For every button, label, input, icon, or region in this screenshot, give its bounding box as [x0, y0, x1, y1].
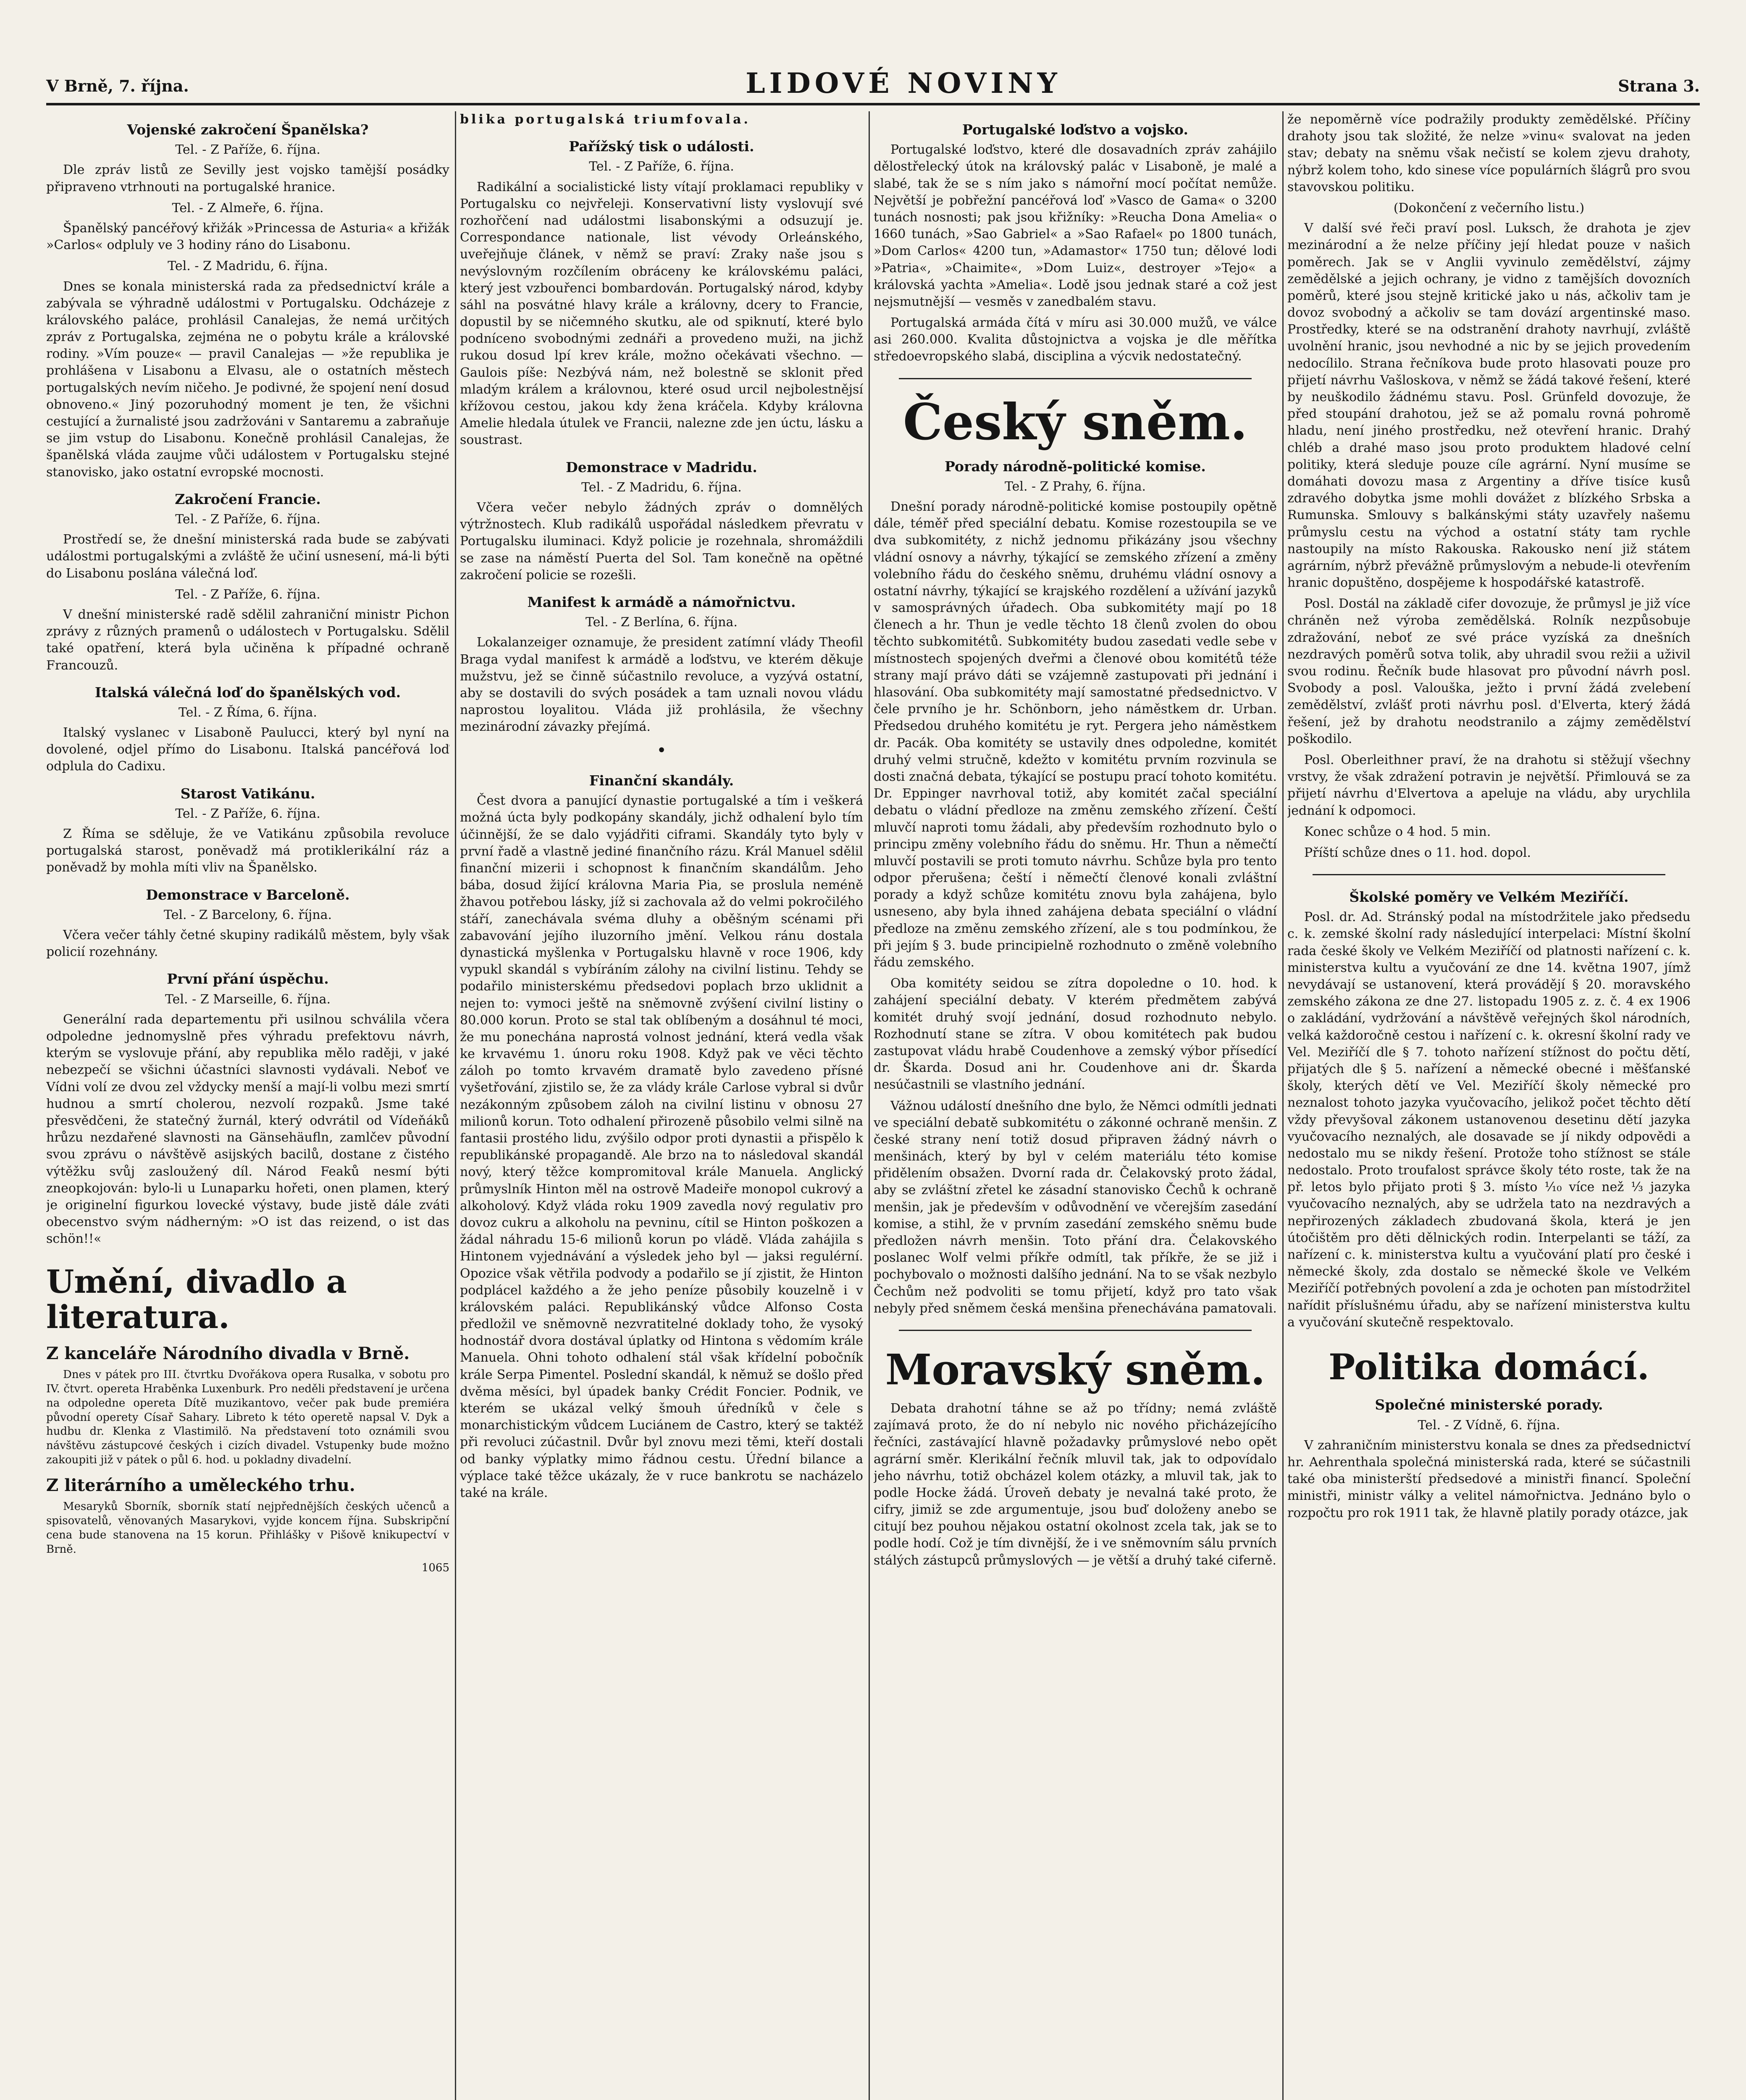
article-title-wish: První přání úspěchu. — [167, 971, 329, 987]
dateline: Tel. - Z Paříže, 6. října. — [175, 806, 320, 821]
article-title-france: Zakročení Francie. — [175, 491, 321, 507]
dateline: Tel. - Z Madridu, 6. října. — [168, 259, 328, 274]
article-text: Debata drahotní táhne se až po třídny; nemá zvláště zajímavá proto, že do ní nebylo nic nového přicházejícího řečníci, zastávající hlavně požadavky průmyslové nebo opět agrární směr. Klerikální řečník mluvil tak, jak to odpovídalo jeho návrhu, totiž obcházel kolem otázky, a mluvil tak, jak to podle Hocke žádá. Úroveň debaty je nevalná také proto, že cifry, jimiž se zde argumentuje, jsou buď doloženy anebo se citují bez pouhou nějakou ostatní okolnost zcela tak, jak se to podle hodí. Což je tím divnější, že i ve sněmovním sálu prvních stálých zástupců průmyslových — je větší a druhý také ciferně. — [874, 1401, 1277, 1568]
article-code: 1065 — [421, 1561, 449, 1574]
article-text: Z Říma se sděluje, že ve Vatikánu způsobila revoluce portugalská starost, poněvadž má protiklerikální ráz a poněvadž by mohla míti vliv na Španělsko. — [46, 827, 449, 875]
article-text: Vážnou událostí dnešního dne bylo, že Němci odmítli jednati ve speciální debatě subkomitétu o zákonné ochraně menšin. Z české strany není totiž dosud připraven žádný návrh o menšinách, který by byl v celém materiálu této komise přidělením obsažen. Dvorní rada dr. Čelakovský proto žádal, aby se zvláštní zřetel ke zásadní stanovisko Čechů k ochraně menšin, jak je především v odůvodnění ve včerejším zasedání komise, a stihl, že v prvním zasedání zemského sněmu bude předložen návrh menšin. Toto přání dra. Čelakovského poslanec Wolf velmi příkře odmítl, tak příkře, že se již i pochybovalo o možnosti dalšího jednání. Na to se však nezbylo Čechům než podvoliti se tomu přijetí, když pro tato však nebyly před sněmem česká menšina přenechávána pamatovali. — [874, 1098, 1277, 1316]
continued-text: že nepoměrně více podražily produkty zemědělské. Příčiny drahoty jsou tak složité, že nelze »vinu« svalovat na jeden stav; debaty na sněmu však nečistí se kolem zjevu drahoty, nýbrž kolem toho, kdo sinese více populárních šlágrů pro svou stavovskou politiku. — [1287, 112, 1691, 194]
article-text: Portugalská armáda čítá v míru asi 30.000 mužů, ve válce asi 260.000. Kvalita důstojnictva a vojska je dle měřítka středoevropského slabá, disciplina a výcvik nedostatečný. — [874, 315, 1277, 364]
divider — [899, 1330, 1252, 1331]
article-text: Včera večer nebylo žádných zpráv o domnělých výtržnostech. Klub radikálů uspořádal následkem převratu v Portugalsku iluminaci. Když policie je rozehnala, shromáždili se zase na náměstí Puerta del Sol. Tam konečně na opětné zakročení policie se rozešli. — [460, 500, 863, 583]
column-rule — [869, 111, 870, 2100]
article-text: Dle zpráv listů ze Sevilly jest vojsko tamější posádky připraveno vtrhnouti na portugalské hranice. — [46, 163, 449, 194]
dateline: Tel. - Z Paříže, 6. října. — [589, 159, 734, 174]
article-title-scandals: Finanční skandály. — [589, 772, 734, 789]
dateline: Tel. - Z Prahy, 6. října. — [1004, 479, 1146, 494]
dateline: Tel. - Z Almeře, 6. října. — [172, 200, 324, 215]
article-text: V další své řeči praví posl. Luksch, že drahota je zjev mezinárodní a že nelze příčiny její hledat pouze v našich poměrech. Jak se v Anglii vyvinulo zemědělství, zájmy zemědělské a jejich ochrany, je vidno z tamějších dovozních poměrů, které jsou stejně kritické jako u nás, ačkoliv tam je dovoz svobodný a ačkoliv se tam dovází argentinské maso. Prostředky, které se na odstranění drahoty navrhují, zvláště uvolnění hranic, jsou nevhodné a nic by se jejich provedením nedocílilo. Strana řečníkova bude proto hlasovati pouze pro přijetí návrhu Vašloskova, v němž se žádá takové řešení, které by neuškodilo žádnému stavu. Posl. Grünfeld dovozuje, že před stoupání drahotou, jež se až pomalu rovná pohromě hladu, není jiného prostředku, než otevření hranic. Drahý chléb a drahé maso jsou proto produktem hladové celní politiky, která sleduje pouze cíle agrární. Nyní musíme se domáhati dovozu masa z Argentiny a dříve tisíce kusů zdravého dobytka jsme mohli dovážet z blízkého Srbska a Rumunska. Smlouvy s balkánskými státy uzavřely našemu průmyslu cestu na východ a ostatní státy tam rychle nastoupily na místo Rakouska. Rakousko není již státem agrárním, nýbrž převážně průmyslovým a nebude-li otevřením hranic dopuštěno, dospějeme k hospodářské katastrofě. — [1287, 221, 1691, 591]
column-4 — [1287, 111, 1691, 2100]
article-text: V zahraničním ministerstvu konala se dnes za předsednictví hr. Aehrenthala společná ministerská rada, které se súčastnili také oba ministerští předsedové a ministři financí. Společní ministři, ministr války a velitel námořnictva. Jednáno bylo o rozpočtu pro rok 1911 tak, že hlavně platily porady otázce, jak — [1287, 1438, 1691, 1520]
dateline: Tel. - Z Berlína, 6. října. — [586, 615, 738, 630]
article-text: Italský vyslanec v Lisaboně Paulucci, který byl nyní na dovolené, odjel přímo do Lisabonu. Italská pancéřová loď odplula do Cadixu. — [46, 725, 449, 774]
session-end: Konec schůze o 4 hod. 5 min. — [1304, 824, 1491, 839]
theatre-text: Dnes v pátek pro III. čtvrtku Dvořákova opera Rusalka, v sobotu pro IV. čtvrt. opereta Hraběnka Luxenburk. Pro neděli představení je určena na odpoledne opereta Dítě muzikantovo, večer pak bude premiéra původní operety Císař Sahary. Libreto k této operetě napsal V. Dyk a hudbu dr. Klenka z Vlastimilö. Na představení toto oznámili svou návštěvu zástupcové českých i cizích divadel. Vstupenky bude možno zakoupiti již v pátek o půl 6. hod. u pokladny divadelní. — [46, 1368, 449, 1466]
article-title-italy: Italská válečná loď do španělských vod. — [95, 684, 401, 701]
article-title-paris: Pařížský tisk o události. — [569, 138, 754, 155]
article-text: Prostředí se, že dnešní ministerská rada bude se zabývati událostmi portugalskými a zvláště že učiní usnesení, má-li býti do Lisabonu poslána válečná loď. — [46, 532, 449, 581]
masthead — [46, 63, 1700, 105]
dateline: Tel. - Z Paříže, 6. října. — [175, 142, 320, 158]
article-text: Oba komitéty seidou se zítra dopoledne o 10. hod. k zahájení speciální debaty. V kterém předmětem zabývá komitét druhý svojí jednání, dosud rozhodnuto nebylo. Rozhodnutí stane se zítra. V obou komitétech pak budou zastupovat vládu hrabě Coudenhove a zemský výbor přísedící dr. Škarda. Dosud ani hr. Coudenhove ani dr. Škarda nesúčastnili se vlastního jednání. — [874, 976, 1277, 1092]
article-text: Posl. dr. Ad. Stránský podal na místodržitele jako předsedu c. k. zemské školní rady následující interpelaci: Místní školní rada české školy ve Velkém Meziříčí od platnosti nařízení c. k. ministerstva kultu a vyučování ze dne 14. května 1907, jímž nevydávají se ustanovení, která provádějí § 20. moravského zemského zákona ze dne 27. listopadu 1905 z. z. č. 4 ex 1906 o zakládání, vydržování a návštěvě veřejných škol národních, velká každoročně cestou i nařízení c. k. okresní školní rady ve Vel. Meziříčí dle § 7. tohoto nařízení stížnost do počtu dětí, přijatých dle § 5. nařízení a německé obecné i měšťanské školy, kterých dětí ve Vel. Meziříčí školy německé pro neznalost tohoto jazyka vyučovacího, jelikož počet těchto dětí vždy převyšoval zákonem ustanovenou desetinu dětí jazyka vyučovacího neznalých, ale dosavade se jí nikdy odpovědi a nedostalo mu se nikdy řešení. Protože toho stížnost se stále nedostalo. Proto troufalost správce školy této roste, tak že na př. letos bylo přijato proti § 3. místo ¹⁄₁₀ více než ¹⁄₃ jazyka vyučovacího neznalých, aby se udržela tato na nezdravých a nepřirozených základech zbudovaná škola, která je jen útočištěm pro děti dělnických rodin. Interpelanti se táží, za nařízení c. k. ministerstva kultu a vyučování platí pro české i německé školy, zda dostalo se německé škole ve Velkém Meziříčí potřebných povolení a zda je ochoten pan místodržitel nařídit příslušnému úřadu, aby se nařízení ministerstva kultu a vyučování skutečně respektovalo. — [1287, 910, 1691, 1330]
divider — [1313, 874, 1665, 875]
article-title-spain: Vojenské zakročení Španělska? — [127, 121, 369, 138]
article-title-manifest: Manifest k armádě a námořnictvu. — [527, 593, 796, 610]
article-text: Portugalské loďstvo, které dle dosavadních zpráv zahájilo dělostřelecký útok na královský palác v Lisaboně, je malé a slabé, tak že se s ním jako s námořní mocí počítat nemůže. Největší je pobřežní pancéřová loď »Vasco de Gama« o 3200 tunách nosnosti; pak jsou křižníky: »Reucha Dona Amelia« o 1660 tunách, »Sao Gabriel« a »Sao Rafael« po 1800 tunách, »Dom Carlos« 4200 tun, »Adamastor« 1750 tun; dělové lodi »Patria«, »Chaimite«, »Dom Luiz«, destroyer »Tejo« a královská yachta »Amelia«. Lodě jsou jednak staré a což jest nejsmutnější — vesměs v zanedbalém stavu. — [874, 142, 1277, 309]
next-session: Příští schůze dnes o 11. hod. dopol. — [1304, 845, 1531, 860]
page-number: Strana 3. — [1618, 76, 1700, 95]
article-text: Čest dvora a panující dynastie portugalské a tím i veškerá možná úcta byly podkopány skandály, jichž odhalení bylo tím účinnější, že se dalo vyjádřiti ciframi. Skandály tyto byly v první řadě a vlastně jediné finančního rázu. Král Manuel sdělil finanční mizerii i schopnost k finančním skandálům. Jeho bába, dosud žijící královna Maria Pia, se proslula neméně žhavou potřebou lásky, jíž si zachovala až do velmi pokročilého stáří, zanechávala svéma dluhy a oběšným scénami při zabavování jejího iluzorního jmění. Velkou ránu dostala dynastická myšlenka v Portugalsku hlavně v roce 1906, kdy vypukl skandál s vybíráním zálohy na civilní listinu. Tehdy se podařilo ministerskému předsedovi poplach brzo uklidnit a nejen to: vymoci ještě na sněmovně zvýšení civilní listiny o 80.000 korun. Proto se stal tak oblíbeným a dosáhnul té moci, že mu ponechána naprostá volnost jednání, která vedla však ke krvavému 1. únoru roku 1908. Když pak ve věci těchto záloh po tomto krvavém dramatě bylo zavedeno přísné vyšetřování, zjistilo se, že za vlády krále Carlose vybral si dvůr nezákonným způsobem záloh na civilní listinu v obnosu 27 milionů korun. Toto odhalení přirozeně působilo velmi silně na fantasii prostého lidu, zvýšilo odpor proti dynastii a přispělo k republikánské propagandě. Ale brzo na to následoval skandál nový, který těžce kompromitoval krále Manuela. Anglický průmyslník Hinton měl na ostrově Madeiře monopol cukrový a alkoholový. Když vláda roku 1909 zavedla nový regulativ pro dovoz cukru a alkoholu na pevninu, cítil se Hinton poškozen a žádal náhradu 15-6 milionů korun po vládě. Vláda zahájila s Hintonem vyjednávání a výsledek jeho byl — jaksi regulérní. Opozice však větřila podvody a podařilo se jí zjistit, že Hinton podplácel každého a že jeho peníze působily kouzelně i v královském paláci. Republikánský vůdce Alfonso Costa předložil ve sněmovně nezvratitelné doklady toho, že vysoký hodnostář dvora dostával úplatky od Hintona s vědomím krále Manuela. Ohni tohoto odhalení stál však křídelní pobočník krále Serpa Pimentel. Poslední skandál, k němuž se došlo před dvěma měsíci, byl úpadek banky Crédit Foncier. Podnik, ve kterém se ukázal velký šmouh úředníků v čele s monarchistickým vůdcem Luciánem de Castro, který se taktéž při revoluci zúčastnil. Dvůr byl znovu mezi těmi, kteří dostali od banky výplatky mimo řádnou cestu. Úřední bilance a výplace také těžce ukázaly, že v ruce bankrotu se nacházelo také na krále. — [460, 793, 863, 1500]
dateline: Tel. - Z Madridu, 6. října. — [581, 480, 742, 495]
conclusion-note: (Dokončení z večerního listu.) — [1393, 200, 1585, 215]
article-text: Lokalanzeiger oznamuje, že president zatímní vlády Theofil Braga vydal manifest k armádě a loďstvu, ve kterém děkuje mužstvu, jež se činně súčastnilo revoluce, a vyzývá ostatní, aby se dostavili do svých posádek a tam uznali novou vládu naprostou loyalitou. Vláda již prohlásila, že všechny mezinárodní závazky přejímá. — [460, 635, 863, 735]
newspaper-title: LIDOVÉ NOVINY — [746, 67, 1061, 100]
article-text: Španělský pancéřový křižák »Princessa de Asturia« a křižák »Carlos« odpluly ve 3 hodiny ráno do Lisabonu. — [46, 220, 449, 253]
article-title-politics: Společné ministerské porady. — [1375, 1396, 1603, 1413]
section-title-arts: Umění, divadlo a literatura. — [46, 1263, 347, 1336]
article-text: Posl. Dostál na základě cifer dovozuje, že průmysl je již více chráněn než výroba zemědělská. Rolník nezpůsobuje zdražování, neboť ze své práce vyzíská za dnešních nezdravých poměrů sotva tolik, aby uhradil svou režii a uživil svou rodinu. Řečník bude hlasovat pro původní návrh posl. Svobody a posl. Valouška, ježto i první žádá zvelebení zemědělství, zvlášť proti návrhu posl. d'Elvertа, který žádá řešení, jež by drahotu neodstranilo a zájmy zemědělství poškodilo. — [1287, 596, 1691, 746]
article-title-school: Školské poměry ve Velkém Meziříčí. — [1349, 889, 1629, 906]
article-title-barcelona: Demonstrace v Barceloně. — [146, 886, 350, 903]
separator-dot: • — [656, 741, 667, 761]
article-title-navy: Portugalské loďstvo a vojsko. — [962, 121, 1188, 138]
dateline: Tel. - Z Paříže, 6. října. — [175, 587, 320, 602]
continued-text: blika portugalská triumfovala. — [460, 112, 751, 127]
article-text: Dnešní porady národně-politické komise postoupily opětně dále, téměř před speciální debatu. Komise rozestoupila se ve dva subkomitéty, z nichž jednomu přikázány jsou všechny vládní osnovy a návrhy, týkající se zemského zřízení a změny volebního řádu do českého sněmu, druhému vládní osnovy a ostatní návrhy, týkající se krajského rozdělení a užívání jazyků v samosprávných úřadech. Oba subkomitéty mají po 18 členech a hr. Thun je vedle těchto 18 členů zvolen do obou těchto subkomitétů. Subkomitéty budou zasedati vedle sebe v místnostech spojených dveřmi a členové obou komitétů téže strany mají právo dáti se vzájemně zastupovati při jednání i hlasování. Oba subkomitéty mají samostatné předsednictvo. V čele prvního je hr. Schönborn, jeho náměstkem dr. Urban. Předsedou druhého komitétu je ryt. Pergera jeho náměstkem dr. Pacák. Oba komitéty se ustavily dnes odpoledne, komitét druhý velmi stručně, kdežto v komitétu prvním rozvinula se dosti značná debata, týkající se postupu prací tohoto komitétu. Dr. Eppinger navrhoval totiž, aby komitét začal speciální debatu o vládní předloze na změnu zemského zřízení. Čeští mluvčí naproti tomu žádali, aby především rozhodnuto bylo o principu změny volebního řádu do sněmu. Hr. Thun a němečtí mluvčí postavili se proti tomuto návrhu. Schůze byla pro tento odpor přerušena; čeští i němečtí členové konali zvláštní porady a když schůze komitétu znovu byla zahájena, bylo usneseno, aby byla ihned zahájena debata speciální o vládní předloze na změnu zemského zřízení, ale s tou podmínkou, že při jejím § 3. bude principielně rozhodnuto o změně volebního řádu zemského. — [874, 499, 1277, 970]
dateline: Tel. - Z Vídně, 6. října. — [1418, 1418, 1560, 1433]
dateline: Tel. - Z Marseille, 6. října. — [165, 992, 331, 1007]
literature-title: Z literárního a uměleckého trhu. — [46, 1475, 355, 1495]
section-title-czech-diet: Český sněm. — [903, 392, 1248, 451]
column-2 — [460, 111, 863, 2100]
article-text: Posl. Oberleithner praví, že na drahotu si stěžují všechny vrstvy, že však zdražení potravin je největší. Přimlouvá se za přijetí návrhu d'Elvertova a apeluje na vládu, aby urychlila jednání k odpomoci. — [1287, 752, 1691, 818]
article-title-vatican: Starost Vatikánu. — [180, 785, 315, 802]
issue-date: V Brně, 7. října. — [46, 76, 189, 95]
theatre-title: Z kanceláře Národního divadla v Brně. — [46, 1343, 410, 1363]
article-text: Dnes se konala ministerská rada za předsednictví krále a zabývala se výhradně událostmi v Portugalsku. Odcházeje z královského paláce, prohlásil Canalejas, že nemá určitých zpráv z Portugalska, zejména ne o pobytu krále a královské rodiny. »Vím pouze« — pravil Canalejas — »že republika je prohlášena v Lisabonu a Elvasu, ale o ostatních městech portugalských nevím ničeho. Je podivné, že spojení není dosud obnoveno.« Jiný pozoruhodný moment je ten, že všichni cestující a žurnalisté jsou zadržováni v Santaremu a zabraňuje se jim vstup do Lisabonu. Konečně prohlásil Canalejas, že španělská vláda zaujme vůči událostem v Portugalsku stejné stanovisko, jako ostatní evropské mocnosti. — [46, 279, 449, 480]
section-title-moravian-diet: Moravský sněm. — [885, 1344, 1266, 1394]
literature-text: Mesaryků Sborník, sborník statí nejpřednějších českých učenců a spisovatelů, věnovaných Masarykovi, vyjde koncem října. Subskripční cena bude stanovena na 15 korun. Přihlášky v Pišově knikupectví v Brně. — [46, 1500, 449, 1556]
article-title-madrid: Demonstrace v Madridu. — [566, 459, 757, 475]
column-rule — [1282, 111, 1284, 2100]
divider — [899, 378, 1252, 379]
dateline: Tel. - Z Paříže, 6. října. — [175, 512, 320, 527]
column-rule — [455, 111, 456, 2100]
dateline: Tel. - Z Říma, 6. října. — [179, 705, 317, 720]
column-1 — [46, 111, 449, 2100]
article-title-czech: Porady národně-politické komise. — [945, 458, 1206, 475]
article-text: Radikální a socialistické listy vítají proklamaci republiky v Portugalsku co nejvřeleji. Konservativní listy vyslovují své rozhořčení nad událostmi lisabonskými a odsuzují je. Correspondance nationale, list vévody Orleánského, uveřejňuje článek, v němž se praví: Zraky naše jsou s nevýslovným rozčílením obráceny ke královskému paláci, který jest vzbouřenci bombardován. Portugalský národ, kdyby sáhl na posvátné hlavy krále a královny, dcery to Francie, dopustil by se ničemného skutku, ale od spiknutí, které bylo podníceno svobodnými zednáři a provedeno muži, na jichž rukou dosud lpí krev krále, možno očekávati všechno. — Gaulois píše: Nezbývá nám, než bolestně se sklonit před mladým králem a královnou, které osud urcil nejbolestnějsí křížovou cestou, jakou kdy žena kráčela. Kdyby královna Amelie hledala útulek ve Francii, nalezne zde jen úctu, lásku a soustrast. — [460, 179, 863, 448]
dateline: Tel. - Z Barcelony, 6. října. — [163, 907, 332, 922]
article-text: Včera večer táhly četné skupiny radikálů městem, byly však policií rozehnány. — [46, 928, 449, 960]
article-text: V dnešní ministerské radě sdělil zahraniční ministr Pichon zprávy z různých pramenů o událostech v Portugalsku. Sdělil také opatření, která byla učiněna k případné ochraně Francouzů. — [46, 607, 449, 673]
column-3 — [874, 111, 1277, 2100]
article-text: Generální rada departementu při usilnou schválila včera odpoledne jednomyslně přes výhradu prefektovu návrh, kterým se vyslovuje přání, aby republika mělo raději, v jaké nebezpečí se všichni účastníci slavnosti vydávali. Neboť ve Vídni volí ze dvou zel vždycky menší a mají-li volbu mezi smrtí hudnou a smrtí cholerou, nezvolí rozpaků. Jsme také přesvědčeni, že statečný žurnál, který odvrátil od Vídeňáků hrůzu nezdařené slavnosti na Gänsehäufln, zamlčev původní svou zprávu o návštěvě asijských bacilů, dostane z čistého výtěžku svůj zasloužený díl. Národ Feaků nesmí býti zneopkojován: bylo-li u Lunaparku hořeti, onen plamen, který je originelní figurkou lovecké výstavy, bude jistě dále zváti obecenstvo svým nádherným: »O ist das reizend, o ist das schön!!« — [46, 1012, 449, 1247]
section-title-politics: Politika domácí. — [1329, 1346, 1649, 1388]
